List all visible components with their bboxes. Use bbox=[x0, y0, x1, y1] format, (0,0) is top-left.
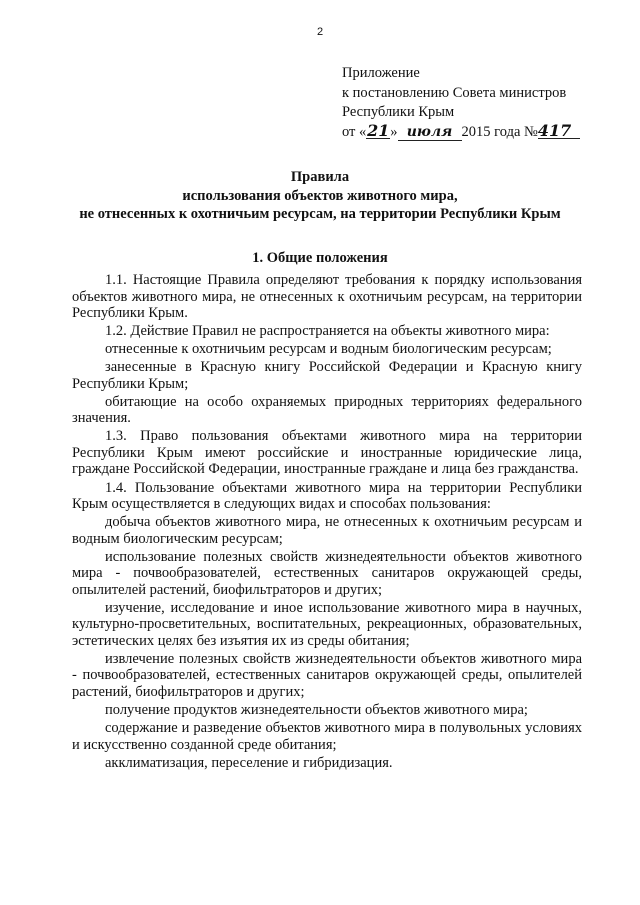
handwritten-doc-number: 417 bbox=[538, 123, 580, 139]
page-number: 2 bbox=[316, 26, 324, 38]
list-item: использование полезных свойств жизнедеятельности объектов животного мира - почвообразователей, естественных санитаров окружающей среды, опылителей растений, биофильтраторов и других; bbox=[72, 548, 582, 598]
list-item: изучение, исследование и иное использование животного мира в научных, культурно-просветительных, воспитательных, рекреационных, образовательных, эстетических целях без изъятия их из среды обитания; bbox=[72, 599, 582, 649]
list-item: извлечение полезных свойств жизнедеятельности объектов животного мира - почвообразователей, естественных санитаров окружающей среды, опылителей растений, биофильтраторов и других; bbox=[72, 650, 582, 700]
date-mid: » bbox=[390, 123, 398, 140]
appendix-line-3: Республики Крым bbox=[342, 104, 455, 120]
document-title bbox=[0, 168, 640, 224]
paragraph-1-3: 1.3. Право пользования объектами животного мира на территории Республики Крым имеют российские и иностранные юридические лица, граждане Российской Федерации, иностранные граждане и лица без гражданства. bbox=[72, 428, 582, 478]
date-suffix: 2015 года № bbox=[461, 123, 538, 140]
paragraph-1-1: 1.1. Настоящие Правила определяют требования к порядку использования объектов животного мира, не отнесенных к охотничьим ресурсам, на территории Республики Крым. bbox=[72, 272, 582, 321]
list-item: отнесенные к охотничьим ресурсам и водным биологическим ресурсам; bbox=[105, 341, 552, 358]
list-item: добыча объектов животного мира, не отнесенных к охотничьим ресурсам и водным биологическим ресурсам; bbox=[72, 514, 582, 547]
date-prefix: от « bbox=[342, 123, 367, 140]
list-item: содержание и разведение объектов животного мира в полувольных условиях и искусственно созданной среде обитания; bbox=[72, 720, 582, 753]
appendix-line-1: Приложение bbox=[342, 65, 420, 81]
handwritten-month: июля bbox=[398, 125, 462, 141]
appendix-date-line bbox=[342, 120, 580, 143]
list-item: обитающие на особо охраняемых природных территориях федерального значения. bbox=[72, 393, 582, 427]
appendix-block bbox=[342, 64, 580, 142]
document-body bbox=[72, 272, 582, 773]
handwritten-day: 21 bbox=[367, 120, 390, 140]
list-item: занесенные в Красную книгу Российской Федерации и Красную книгу Республики Крым; bbox=[72, 359, 582, 392]
list-item: акклиматизация, переселение и гибридизация. bbox=[105, 754, 393, 771]
paragraph-1-2: 1.2. Действие Правил не распространяется на объекты животного мира: bbox=[105, 323, 550, 340]
list-item: получение продуктов жизнедеятельности объектов животного мира; bbox=[105, 702, 528, 719]
title-line-3: не отнесенных к охотничьим ресурсам, на территории Республики Крым bbox=[79, 206, 561, 222]
section-heading: 1. Общие положения bbox=[252, 250, 388, 266]
title-line-1: Правила bbox=[290, 169, 350, 185]
paragraph-1-4: 1.4. Пользование объектами животного мира на территории Республики Крым осуществляется в следующих видах и способах пользования: bbox=[72, 479, 582, 513]
title-line-2: использования объектов животного мира, bbox=[182, 187, 458, 204]
appendix-line-2: к постановлению Совета министров bbox=[342, 84, 567, 101]
